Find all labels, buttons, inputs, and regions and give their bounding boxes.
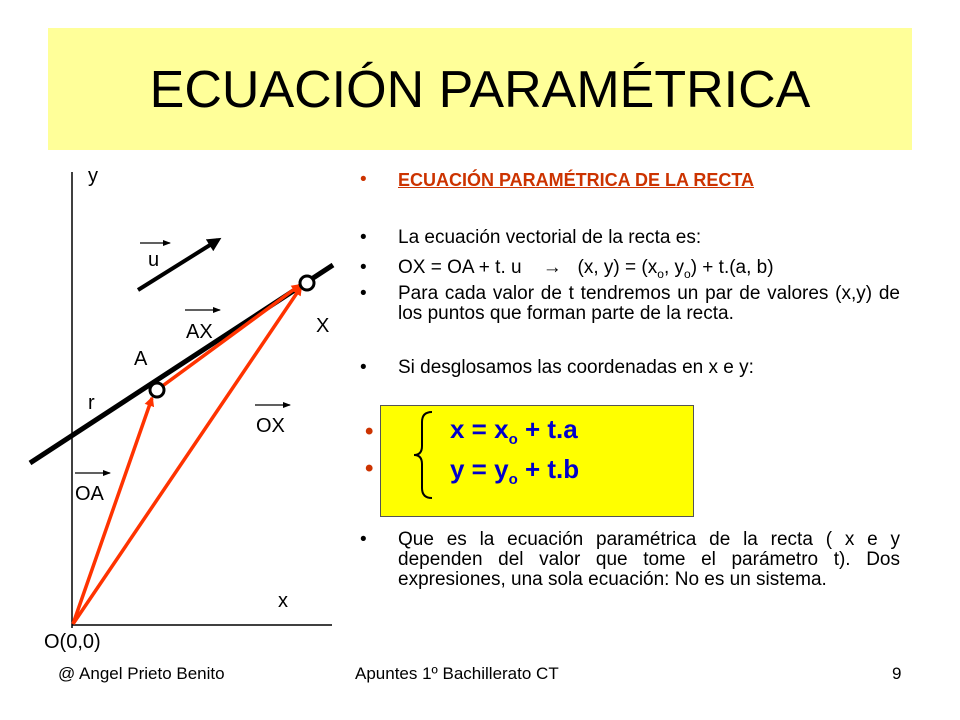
subscript: o <box>508 471 518 489</box>
bullet-mark: • <box>360 529 367 550</box>
vector-equation-rhs-c: ) + t.(a, b) <box>690 257 774 278</box>
vector-equation-rhs-b: , y <box>663 257 684 278</box>
vector-equation-intro: La ecuación vectorial de la recta es: <box>398 227 702 248</box>
subscript: o <box>657 266 664 281</box>
vector-equation <box>398 258 900 284</box>
page-title: ECUACIÓN PARAMÉTRICA <box>149 61 811 119</box>
origin-label: O(0,0) <box>44 631 101 653</box>
decompose-text: Si desglosamos las coordenadas en x e y: <box>398 357 754 378</box>
section-heading: ECUACIÓN PARAMÉTRICA DE LA RECTA <box>398 170 754 190</box>
vector-equation-rhs-a: (x, y) = (x <box>577 257 658 278</box>
point-a <box>150 383 164 397</box>
bullet-mark: • <box>360 227 367 248</box>
subscript: o <box>684 266 691 281</box>
ax-vector <box>157 285 300 390</box>
conclusion-text: Que es la ecuación paramétrica de la recta ( x e y dependen del valor que tome el parámetro t). Dos expresiones, una sola ecuación: No es un sistema. <box>398 529 900 590</box>
r-line-label: r <box>88 392 95 414</box>
point-x <box>300 276 314 290</box>
bullet-mark: • <box>365 455 374 482</box>
y-equation-rhs: + t.b <box>517 454 580 484</box>
footer-course: Apuntes 1º Bachillerato CT <box>355 664 559 683</box>
vector-equation-lhs: OX = OA + t. u <box>398 257 522 278</box>
bullet-mark: • <box>360 169 367 190</box>
left-brace-icon <box>408 410 438 500</box>
bullet-mark: • <box>360 357 367 378</box>
bullet-mark: • <box>360 257 367 278</box>
bullet-mark: • <box>365 418 374 445</box>
x-equation-rhs: + t.a <box>517 414 578 444</box>
footer-author: @ Angel Prieto Benito <box>58 664 225 683</box>
ox-label: OX <box>256 415 285 437</box>
x-equation-lhs: x = x <box>450 414 509 444</box>
page-number: 9 <box>892 664 902 683</box>
x-parametric-equation <box>450 414 578 448</box>
x-axis-label: x <box>278 590 288 612</box>
y-axis-label: y <box>88 165 98 187</box>
oa-vector <box>73 398 152 624</box>
bullet-mark: • <box>360 283 367 304</box>
y-parametric-equation <box>450 454 579 488</box>
x-point-label: X <box>316 315 330 337</box>
oa-label: OA <box>75 483 104 505</box>
subscript: o <box>508 431 518 449</box>
a-point-label: A <box>134 348 148 370</box>
y-equation-lhs: y = y <box>450 454 509 484</box>
explanation-text: Para cada valor de t tendremos un par de valores (x,y) de los puntos que forman parte de la recta. <box>398 283 900 324</box>
u-label: u <box>148 249 160 271</box>
ax-label: AX <box>186 321 213 343</box>
right-arrow-icon: → <box>542 257 562 278</box>
